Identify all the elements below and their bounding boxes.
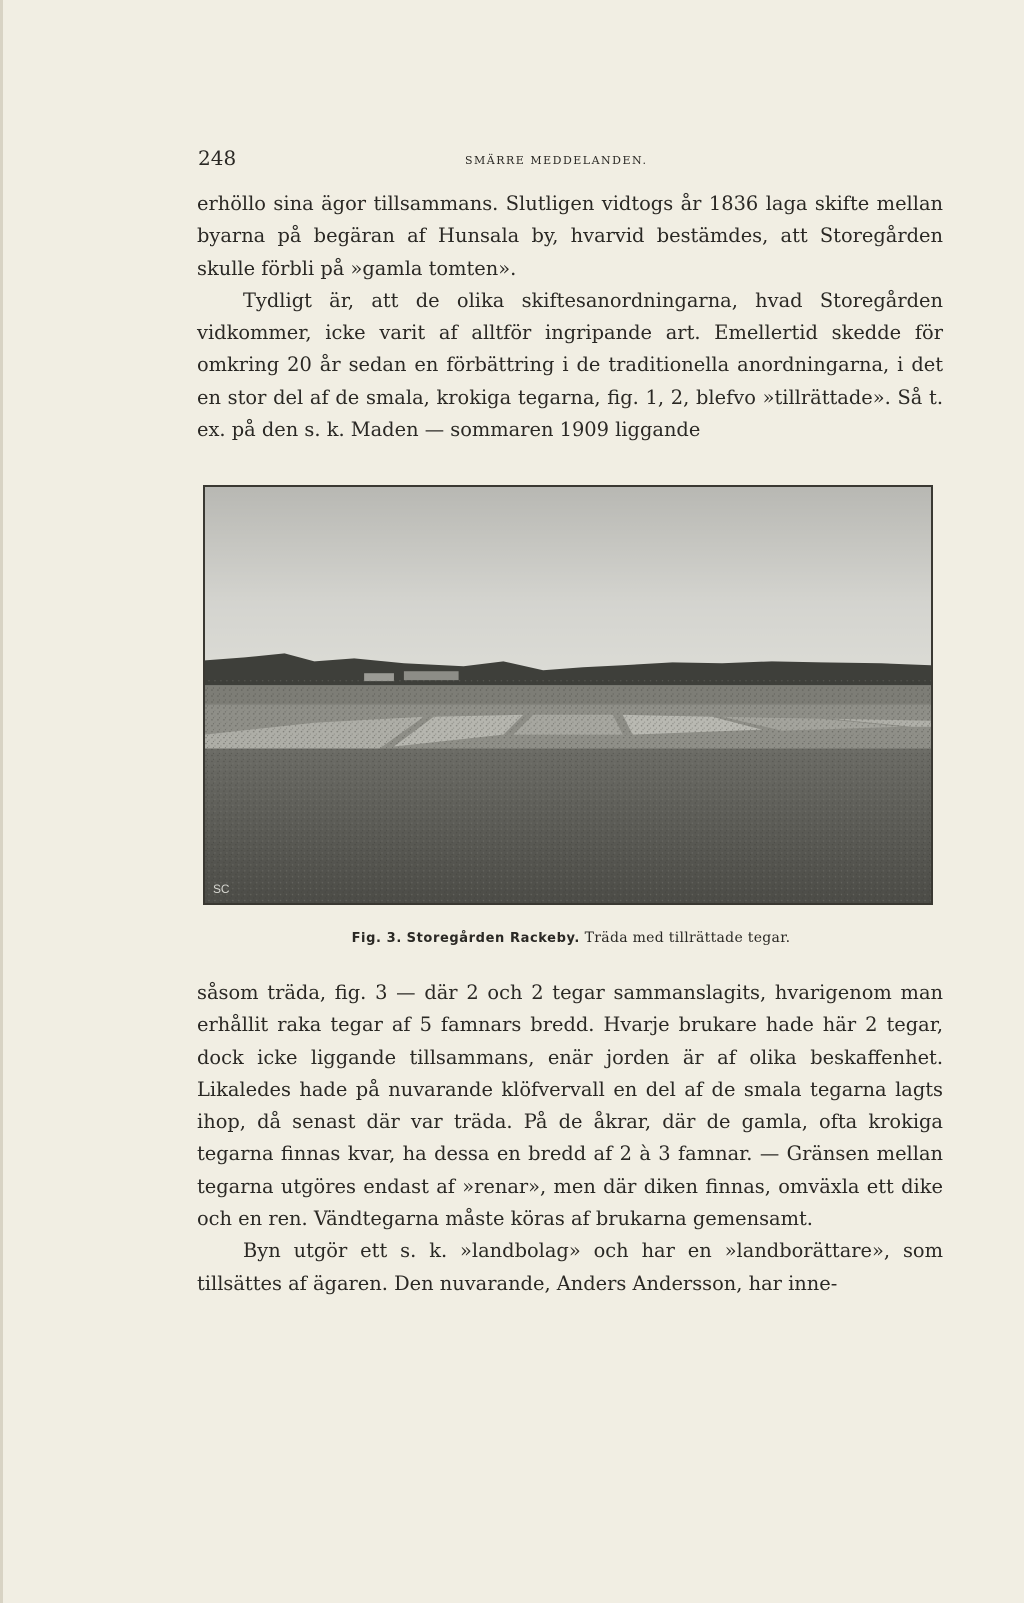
field-photo-illustration xyxy=(205,487,931,903)
body-text-top xyxy=(197,188,943,446)
caption-label: Fig. 3. xyxy=(351,931,402,946)
photo-corner-mark: SC xyxy=(212,882,230,897)
figure-photo xyxy=(203,485,933,905)
body-text-bottom xyxy=(197,977,943,1300)
paragraph: erhöllo sina ägor tillsammans. Slutligen vidtogs år 1836 laga skifte mellan byarna på begäran af Hunsala by, hvarvid bestämdes, att Storegården skulle förbli på »gamla tomten». xyxy=(197,192,943,280)
page-edge xyxy=(0,0,3,1603)
paragraph: Tydligt är, att de olika skiftesanordningarna, hvad Storegården vidkommer, icke varit af alltför ingripande art. Emellertid skedde för omkring 20 år sedan en förbättring i de traditionella anordningarna, i det en stor del af de smala, krokiga tegarna, fig. 1, 2, blefvo »tillrättade». Så t. ex. på den s. k. Maden — sommaren 1909 liggande xyxy=(197,288,943,442)
farm-building xyxy=(404,671,459,680)
running-head: SMÄRRE MEDDELANDEN. xyxy=(465,154,648,167)
caption-title: Storegården Rackeby. xyxy=(406,931,580,946)
sky xyxy=(205,487,931,680)
page-header xyxy=(198,142,943,172)
page-number: 248 xyxy=(198,146,237,170)
caption-text: Träda med tillrättade tegar. xyxy=(584,930,791,946)
figure-caption xyxy=(198,930,944,946)
paragraph: Byn utgör ett s. k. »landbolag» och har en »landborättare», som tillsättes af ägaren. Den nuvarande, Anders Andersson, har inne- xyxy=(197,1239,943,1295)
paragraph: såsom träda, fig. 3 — där 2 och 2 tegar sammanslagits, hvarigenom man erhållit raka tegar af 5 famnars bredd. Hvarje brukare hade här 2 tegar, dock icke liggande tillsammans, enär jorden är af olika beskaffenhet. Likaledes hade på nuvarande klöfvervall en del af de smala tegarna lagts ihop, då senast där var träda. På de åkrar, där de gamla, ofta krokiga tegarna finnas kvar, ha dessa en bredd af 2 à 3 famnar. — Gränsen mellan tegarna utgöres endast af »renar», men där diken finnas, omväxla ett dike och en ren. Vändtegarna måste köras af brukarna gemensamt. xyxy=(197,981,943,1231)
farm-building xyxy=(364,673,394,681)
